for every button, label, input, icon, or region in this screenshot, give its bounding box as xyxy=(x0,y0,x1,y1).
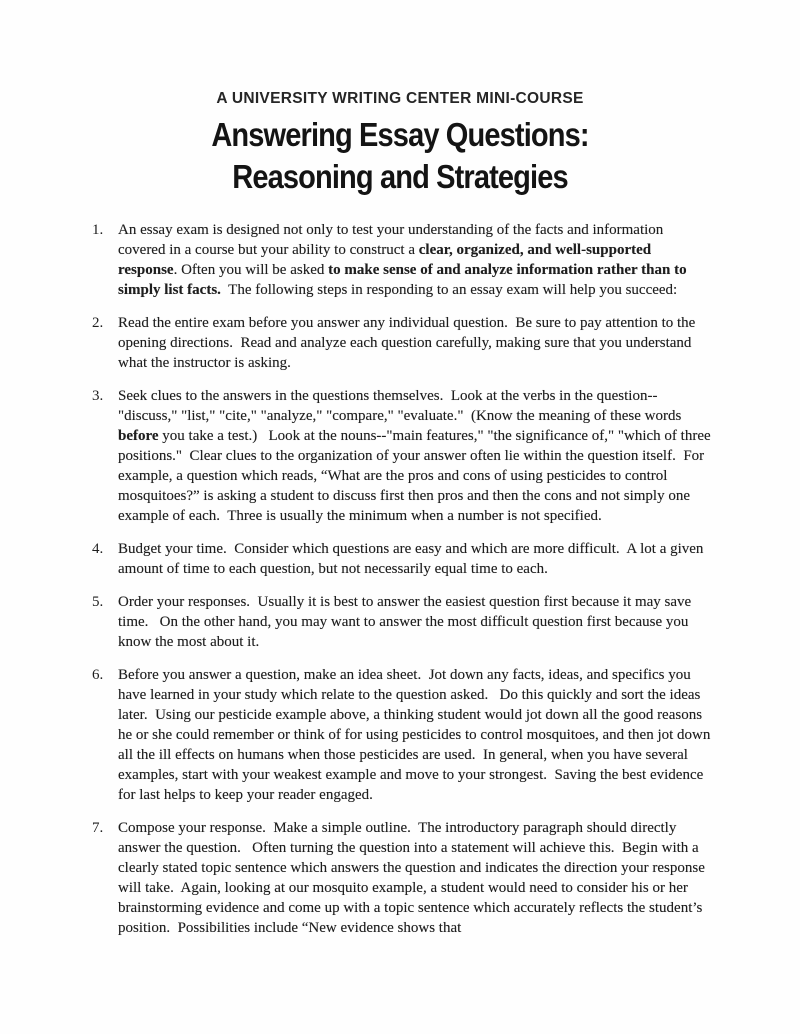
page-title xyxy=(0,114,800,198)
item-number: 3. xyxy=(92,388,104,405)
list-item xyxy=(92,665,715,805)
item-text: Compose your response. Make a simple outline. The introductory paragraph should directly answer the question. Often turning the question into a statement will achieve this. Begin with a clearly stated topic sentence which answers the question and indicates the direction your response will take. Again, looking at our mosquito example, a student would need to consider his or her brainstorming evidence and come up with a topic sentence which accurately reflects the student’s position. Possibilities include “New evidence shows that xyxy=(118,820,709,937)
course-kicker: A UNIVERSITY WRITING CENTER MINI-COURSE xyxy=(216,90,584,107)
item-number: 4. xyxy=(92,541,104,558)
list-item xyxy=(92,592,712,652)
item-number: 2. xyxy=(92,315,104,332)
item-number: 7. xyxy=(92,820,104,837)
page-title-line-1: Answering Essay Questions: xyxy=(211,116,589,153)
list-item xyxy=(92,220,712,300)
item-text: Before you answer a question, make an idea sheet. Jot down any facts, ideas, and specifics you have learned in your study which relate to the question asked. Do this quickly and sort the ideas later. Using our pesticide example above, a thinking student would jot down all the good reasons he or she could remember or think of for using pesticides to control mosquitoes, and then jot down all the ill effects on humans when those pesticides are used. In general, when you have several examples, start with your weakest example and move to your strongest. Saving the best evidence for last helps to keep your reader engaged. xyxy=(118,667,715,804)
list-item xyxy=(92,313,712,373)
list-item xyxy=(92,818,712,938)
document-header xyxy=(0,0,800,198)
list-item xyxy=(92,386,715,526)
numbered-list xyxy=(0,220,800,938)
item-text: Seek clues to the answers in the questions themselves. Look at the verbs in the question--"discuss," "list," "cite," "analyze," "compare," "evaluate." (Know the meaning of these words before you take a test.) Look at the nouns--"main features," "the significance of," "which of three positions." Clear clues to the organization of your answer often lie within the question itself. For example, a question which reads, “What are the pros and cons of using pesticides to control mosquitoes?” is asking a student to discuss first then pros and then the cons and not simply one example of each. Three is usually the minimum when a number is not specified. xyxy=(118,388,715,525)
list-item xyxy=(92,539,712,579)
item-text: Budget your time. Consider which questions are easy and which are more difficult. A lot a given amount of time to each question, but not necessarily equal time to each. xyxy=(118,541,708,578)
item-number: 6. xyxy=(92,667,104,684)
item-text: An essay exam is designed not only to test your understanding of the facts and information covered in a course but your ability to construct a clear, organized, and well-supported response. Often you will be asked to make sense of and analyze information rather than to simply list facts. The following steps in responding to an essay exam will help you succeed: xyxy=(118,222,691,299)
page-title-line-2: Reasoning and Strategies xyxy=(232,158,568,196)
item-number: 1. xyxy=(92,222,104,239)
item-text: Read the entire exam before you answer any individual question. Be sure to pay attention to the opening directions. Read and analyze each question carefully, making sure that you understand what the instructor is asking. xyxy=(118,315,700,372)
item-text: Order your responses. Usually it is best to answer the easiest question first because it may save time. On the other hand, you may want to answer the most difficult question first because you know the most about it. xyxy=(118,594,695,651)
item-number: 5. xyxy=(92,594,104,611)
